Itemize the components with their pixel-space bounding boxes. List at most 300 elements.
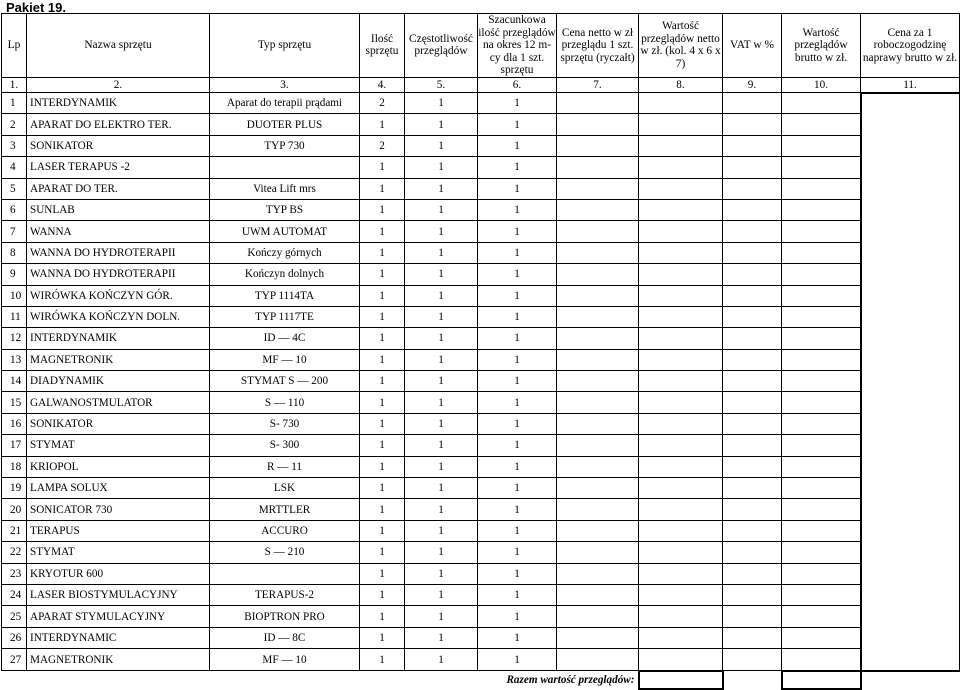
estimate-cell: 1 xyxy=(478,199,557,220)
repair-price-cell[interactable] xyxy=(861,542,960,563)
equipment-name-cell: GALWANOSTMULATOR xyxy=(27,392,210,413)
table-row xyxy=(2,221,960,242)
empty-entry-cell[interactable] xyxy=(639,285,723,306)
quantity-cell: 1 xyxy=(360,478,405,499)
empty-entry-cell[interactable] xyxy=(782,499,861,520)
repair-price-cell[interactable] xyxy=(861,435,960,456)
quantity-cell: 2 xyxy=(360,93,405,114)
empty-entry-cell[interactable] xyxy=(723,199,782,220)
empty-entry-cell[interactable] xyxy=(723,221,782,242)
column-header: Cena netto w zł przeglądu 1 szt. sprzętu (ryczałt) xyxy=(557,14,639,78)
lp-cell: 17 xyxy=(2,435,27,456)
empty-entry-cell[interactable] xyxy=(782,413,861,434)
lp-cell: 24 xyxy=(2,584,27,605)
empty-entry-cell[interactable] xyxy=(639,499,723,520)
empty-entry-cell[interactable] xyxy=(639,584,723,605)
empty-entry-cell[interactable] xyxy=(557,157,639,178)
estimate-cell: 1 xyxy=(478,542,557,563)
empty-entry-cell[interactable] xyxy=(782,135,861,156)
column-number: 6. xyxy=(478,77,557,93)
frequency-cell: 1 xyxy=(405,135,478,156)
lp-cell: 2 xyxy=(2,114,27,135)
empty-entry-cell[interactable] xyxy=(557,563,639,584)
table-row xyxy=(2,627,960,648)
quantity-cell: 1 xyxy=(360,242,405,263)
equipment-name-cell: SONIKATOR xyxy=(27,135,210,156)
empty-entry-cell[interactable] xyxy=(782,221,861,242)
equipment-name-cell: APARAT DO TER. xyxy=(27,178,210,199)
equipment-name-cell: STYMAT xyxy=(27,542,210,563)
repair-price-cell[interactable] xyxy=(861,584,960,605)
empty-entry-cell[interactable] xyxy=(557,392,639,413)
quantity-cell: 1 xyxy=(360,435,405,456)
equipment-name-cell: WANNA DO HYDROTERAPII xyxy=(27,264,210,285)
empty-entry-cell[interactable] xyxy=(723,371,782,392)
empty-entry-cell[interactable] xyxy=(557,306,639,327)
empty-entry-cell[interactable] xyxy=(782,328,861,349)
frequency-cell: 1 xyxy=(405,542,478,563)
equipment-type-cell: TYP BS xyxy=(210,199,360,220)
equipment-name-cell: DIADYNAMIK xyxy=(27,371,210,392)
frequency-cell: 1 xyxy=(405,306,478,327)
quantity-cell: 1 xyxy=(360,328,405,349)
equipment-type-cell: R — 11 xyxy=(210,456,360,477)
table-row xyxy=(2,93,960,114)
empty-entry-cell[interactable] xyxy=(557,413,639,434)
estimate-cell: 1 xyxy=(478,456,557,477)
empty-entry-cell[interactable] xyxy=(639,178,723,199)
empty-entry-cell[interactable] xyxy=(723,627,782,648)
empty-entry-cell[interactable] xyxy=(639,328,723,349)
empty-entry-cell[interactable] xyxy=(723,328,782,349)
repair-price-cell[interactable] xyxy=(861,264,960,285)
repair-price-cell[interactable] xyxy=(861,285,960,306)
empty-entry-cell[interactable] xyxy=(639,157,723,178)
repair-price-cell[interactable] xyxy=(861,627,960,648)
empty-entry-cell[interactable] xyxy=(639,478,723,499)
equipment-name-cell: WANNA DO HYDROTERAPII xyxy=(27,242,210,263)
estimate-cell: 1 xyxy=(478,392,557,413)
empty-entry-cell[interactable] xyxy=(557,199,639,220)
empty-entry-cell[interactable] xyxy=(782,371,861,392)
empty-entry-cell[interactable] xyxy=(557,328,639,349)
quantity-cell: 1 xyxy=(360,114,405,135)
empty-entry-cell[interactable] xyxy=(782,199,861,220)
estimate-cell: 1 xyxy=(478,649,557,671)
empty-entry-cell[interactable] xyxy=(782,584,861,605)
repair-price-cell[interactable] xyxy=(861,178,960,199)
quantity-cell: 1 xyxy=(360,563,405,584)
lp-cell: 15 xyxy=(2,392,27,413)
empty-entry-cell[interactable] xyxy=(557,264,639,285)
empty-entry-cell[interactable] xyxy=(782,627,861,648)
empty-entry-cell[interactable] xyxy=(557,499,639,520)
lp-cell: 4 xyxy=(2,157,27,178)
lp-cell: 22 xyxy=(2,542,27,563)
column-header: Typ sprzętu xyxy=(210,14,360,78)
empty-entry-cell[interactable] xyxy=(557,371,639,392)
equipment-name-cell: WIRÓWKA KOŃCZYN GÓR. xyxy=(27,285,210,306)
equipment-type-cell: TYP 1114TA xyxy=(210,285,360,306)
quantity-cell: 1 xyxy=(360,285,405,306)
estimate-cell: 1 xyxy=(478,285,557,306)
empty-entry-cell[interactable] xyxy=(723,157,782,178)
empty-entry-cell[interactable] xyxy=(782,178,861,199)
frequency-cell: 1 xyxy=(405,606,478,627)
empty-entry-cell[interactable] xyxy=(723,435,782,456)
estimate-cell: 1 xyxy=(478,349,557,370)
empty-entry-cell[interactable] xyxy=(639,435,723,456)
empty-entry-cell[interactable] xyxy=(723,478,782,499)
frequency-cell: 1 xyxy=(405,221,478,242)
empty-entry-cell[interactable] xyxy=(723,499,782,520)
empty-entry-cell[interactable] xyxy=(723,606,782,627)
lp-cell: 14 xyxy=(2,371,27,392)
lp-cell: 1 xyxy=(2,93,27,114)
empty-entry-cell[interactable] xyxy=(557,114,639,135)
estimate-cell: 1 xyxy=(478,135,557,156)
estimate-cell: 1 xyxy=(478,178,557,199)
empty-entry-cell[interactable] xyxy=(782,392,861,413)
empty-entry-cell[interactable] xyxy=(557,649,639,671)
estimate-cell: 1 xyxy=(478,606,557,627)
quantity-cell: 1 xyxy=(360,349,405,370)
quantity-cell: 1 xyxy=(360,456,405,477)
equipment-type-cell: LSK xyxy=(210,478,360,499)
column-number: 1. xyxy=(2,77,27,93)
empty-entry-cell[interactable] xyxy=(782,114,861,135)
equipment-type-cell: S- 730 xyxy=(210,413,360,434)
empty-entry-cell[interactable] xyxy=(782,157,861,178)
equipment-type-cell: S — 110 xyxy=(210,392,360,413)
frequency-cell: 1 xyxy=(405,584,478,605)
column-header: Szacunkowa ilość przeglądów na okres 12 m-cy dla 1 szt. sprzętu xyxy=(478,14,556,76)
equipment-name-cell: STYMAT xyxy=(27,435,210,456)
table-row xyxy=(2,606,960,627)
column-number: 8. xyxy=(639,77,723,93)
repair-price-cell[interactable] xyxy=(861,242,960,263)
empty-entry-cell[interactable] xyxy=(782,435,861,456)
equipment-name-cell: KRYOTUR 600 xyxy=(27,563,210,584)
lp-cell: 20 xyxy=(2,499,27,520)
equipment-type-cell: MF — 10 xyxy=(210,649,360,671)
empty-entry-cell[interactable] xyxy=(723,178,782,199)
column-header: Nazwa sprzętu xyxy=(27,14,210,78)
table-row xyxy=(2,563,960,584)
repair-price-cell[interactable] xyxy=(861,328,960,349)
empty-entry-cell[interactable] xyxy=(723,349,782,370)
column-number: 3. xyxy=(210,77,360,93)
empty-entry-cell[interactable] xyxy=(723,306,782,327)
table-row xyxy=(2,584,960,605)
repair-price-cell[interactable] xyxy=(861,392,960,413)
equipment-name-cell: APARAT STYMULACYJNY xyxy=(27,606,210,627)
empty-entry-cell[interactable] xyxy=(782,285,861,306)
empty-entry-cell[interactable] xyxy=(639,520,723,541)
repair-price-cell[interactable] xyxy=(861,499,960,520)
equipment-name-cell: LASER TERAPUS -2 xyxy=(27,157,210,178)
frequency-cell: 1 xyxy=(405,392,478,413)
empty-entry-cell[interactable] xyxy=(639,199,723,220)
frequency-cell: 1 xyxy=(405,264,478,285)
column-number: 2. xyxy=(27,77,210,93)
lp-cell: 27 xyxy=(2,649,27,671)
empty-entry-cell[interactable] xyxy=(557,584,639,605)
empty-entry-cell[interactable] xyxy=(639,306,723,327)
empty-entry-cell[interactable] xyxy=(557,93,639,114)
column-header: Częstotliwość przeglądów xyxy=(405,14,478,78)
empty-entry-cell[interactable] xyxy=(557,221,639,242)
repair-price-cell[interactable] xyxy=(861,349,960,370)
empty-entry-cell[interactable] xyxy=(723,242,782,263)
table-row xyxy=(2,413,960,434)
empty-entry-cell[interactable] xyxy=(557,606,639,627)
empty-entry-cell[interactable] xyxy=(639,371,723,392)
column-number: 4. xyxy=(360,77,405,93)
lp-cell: 26 xyxy=(2,627,27,648)
column-header: Cena za 1 roboczogodzinę naprawy brutto w zł. xyxy=(861,14,960,78)
empty-entry-cell[interactable] xyxy=(557,627,639,648)
estimate-cell: 1 xyxy=(478,478,557,499)
repair-price-cell[interactable] xyxy=(861,221,960,242)
table-row xyxy=(2,542,960,563)
lp-cell: 8 xyxy=(2,242,27,263)
table-row xyxy=(2,157,960,178)
equipment-name-cell: INTERDYNAMIC xyxy=(27,627,210,648)
equipment-type-cell xyxy=(210,157,360,178)
table-row xyxy=(2,349,960,370)
frequency-cell: 1 xyxy=(405,499,478,520)
equipment-type-cell: STYMAT S — 200 xyxy=(210,371,360,392)
quantity-cell: 1 xyxy=(360,606,405,627)
equipment-name-cell: MAGNETRONIK xyxy=(27,349,210,370)
empty-entry-cell[interactable] xyxy=(557,135,639,156)
equipment-type-cell: TYP 730 xyxy=(210,135,360,156)
estimate-cell: 1 xyxy=(478,328,557,349)
repair-price-cell[interactable] xyxy=(861,306,960,327)
table-row xyxy=(2,285,960,306)
empty-entry-cell[interactable] xyxy=(782,93,861,114)
repair-price-cell[interactable] xyxy=(861,478,960,499)
empty-entry-cell[interactable] xyxy=(639,542,723,563)
estimate-cell: 1 xyxy=(478,306,557,327)
empty-entry-cell[interactable] xyxy=(557,285,639,306)
empty-entry-cell[interactable] xyxy=(723,456,782,477)
quantity-cell: 1 xyxy=(360,584,405,605)
equipment-name-cell: LASER BIOSTYMULACYJNY xyxy=(27,584,210,605)
equipment-type-cell: UWM AUTOMAT xyxy=(210,221,360,242)
table-row xyxy=(2,328,960,349)
estimate-cell: 1 xyxy=(478,627,557,648)
quantity-cell: 1 xyxy=(360,627,405,648)
equipment-type-cell: Kończyn dolnych xyxy=(210,264,360,285)
repair-price-cell[interactable] xyxy=(861,606,960,627)
estimate-cell: 1 xyxy=(478,157,557,178)
repair-price-cell[interactable] xyxy=(861,371,960,392)
table-row xyxy=(2,114,960,135)
empty-entry-cell[interactable] xyxy=(639,264,723,285)
empty-entry-cell[interactable] xyxy=(782,306,861,327)
quantity-cell: 1 xyxy=(360,542,405,563)
repair-price-cell[interactable] xyxy=(861,135,960,156)
equipment-name-cell: SONICATOR 730 xyxy=(27,499,210,520)
frequency-cell: 1 xyxy=(405,285,478,306)
frequency-cell: 1 xyxy=(405,328,478,349)
quantity-cell: 1 xyxy=(360,520,405,541)
empty-entry-cell[interactable] xyxy=(639,135,723,156)
empty-entry-cell[interactable] xyxy=(639,413,723,434)
equipment-table xyxy=(1,13,960,690)
estimate-cell: 1 xyxy=(478,264,557,285)
summary-label: Razem wartość przeglądów: xyxy=(506,673,635,686)
estimate-cell: 1 xyxy=(478,221,557,242)
summary-row xyxy=(2,671,960,689)
empty-entry-cell[interactable] xyxy=(723,264,782,285)
frequency-cell: 1 xyxy=(405,199,478,220)
empty-entry-cell[interactable] xyxy=(723,649,782,671)
equipment-type-cell: Aparat do terapii prądami xyxy=(210,93,360,114)
lp-cell: 21 xyxy=(2,520,27,541)
empty-entry-cell[interactable] xyxy=(723,114,782,135)
empty-entry-cell[interactable] xyxy=(723,135,782,156)
repair-price-cell[interactable] xyxy=(861,93,960,114)
table-row xyxy=(2,242,960,263)
frequency-cell: 1 xyxy=(405,178,478,199)
column-header: VAT w % xyxy=(723,14,782,78)
empty-entry-cell[interactable] xyxy=(557,349,639,370)
table-row xyxy=(2,371,960,392)
empty-entry-cell[interactable] xyxy=(782,649,861,671)
quantity-cell: 1 xyxy=(360,413,405,434)
empty-entry-cell[interactable] xyxy=(639,349,723,370)
empty-entry-cell[interactable] xyxy=(557,242,639,263)
equipment-type-cell: TYP 1117TE xyxy=(210,306,360,327)
lp-cell: 19 xyxy=(2,478,27,499)
quantity-cell: 1 xyxy=(360,499,405,520)
lp-cell: 11 xyxy=(2,306,27,327)
lp-cell: 25 xyxy=(2,606,27,627)
repair-price-cell[interactable] xyxy=(861,413,960,434)
empty-entry-cell[interactable] xyxy=(639,563,723,584)
table-row xyxy=(2,435,960,456)
estimate-cell: 1 xyxy=(478,114,557,135)
frequency-cell: 1 xyxy=(405,649,478,671)
column-header: Wartość przeglądów netto w zł. (kol. 4 x 6 x 7) xyxy=(639,14,723,78)
equipment-type-cell: MRTTLER xyxy=(210,499,360,520)
table-row xyxy=(2,649,960,671)
estimate-cell: 1 xyxy=(478,413,557,434)
page-title: Pakiet 19. xyxy=(6,0,66,15)
empty-entry-cell[interactable] xyxy=(639,456,723,477)
empty-entry-cell[interactable] xyxy=(782,349,861,370)
repair-price-cell[interactable] xyxy=(861,456,960,477)
table-row xyxy=(2,306,960,327)
equipment-name-cell: APARAT DO ELEKTRO TER. xyxy=(27,114,210,135)
equipment-type-cell xyxy=(210,563,360,584)
summary-gap xyxy=(861,671,960,689)
repair-price-cell[interactable] xyxy=(861,157,960,178)
empty-entry-cell[interactable] xyxy=(782,478,861,499)
empty-entry-cell[interactable] xyxy=(782,242,861,263)
empty-entry-cell[interactable] xyxy=(782,563,861,584)
empty-entry-cell[interactable] xyxy=(639,93,723,114)
empty-entry-cell[interactable] xyxy=(723,542,782,563)
table-row xyxy=(2,264,960,285)
empty-entry-cell[interactable] xyxy=(723,520,782,541)
repair-price-cell[interactable] xyxy=(861,199,960,220)
column-number: 9. xyxy=(723,77,782,93)
empty-entry-cell[interactable] xyxy=(723,584,782,605)
table-row xyxy=(2,478,960,499)
empty-entry-cell[interactable] xyxy=(639,649,723,671)
estimate-cell: 1 xyxy=(478,499,557,520)
table-row xyxy=(2,520,960,541)
repair-price-cell[interactable] xyxy=(861,114,960,135)
empty-entry-cell[interactable] xyxy=(557,456,639,477)
frequency-cell: 1 xyxy=(405,242,478,263)
frequency-cell: 1 xyxy=(405,157,478,178)
column-header: Ilość sprzętu xyxy=(360,14,405,78)
equipment-type-cell: S- 300 xyxy=(210,435,360,456)
empty-entry-cell[interactable] xyxy=(557,178,639,199)
equipment-type-cell: ACCURO xyxy=(210,520,360,541)
repair-price-cell[interactable] xyxy=(861,520,960,541)
empty-entry-cell[interactable] xyxy=(723,563,782,584)
empty-entry-cell[interactable] xyxy=(639,242,723,263)
lp-cell: 23 xyxy=(2,563,27,584)
empty-entry-cell[interactable] xyxy=(723,285,782,306)
repair-price-cell[interactable] xyxy=(861,649,960,671)
equipment-name-cell: WIRÓWKA KOŃCZYN DOLN. xyxy=(27,306,210,327)
column-header: Lp xyxy=(2,14,27,78)
empty-entry-cell[interactable] xyxy=(782,264,861,285)
column-number-row xyxy=(2,77,960,93)
empty-entry-cell[interactable] xyxy=(557,478,639,499)
table-row xyxy=(2,178,960,199)
empty-entry-cell[interactable] xyxy=(639,114,723,135)
empty-entry-cell[interactable] xyxy=(782,520,861,541)
estimate-cell: 1 xyxy=(478,371,557,392)
repair-price-cell[interactable] xyxy=(861,563,960,584)
empty-entry-cell[interactable] xyxy=(723,93,782,114)
quantity-cell: 1 xyxy=(360,199,405,220)
empty-entry-cell[interactable] xyxy=(557,542,639,563)
empty-entry-cell[interactable] xyxy=(639,392,723,413)
empty-entry-cell[interactable] xyxy=(782,456,861,477)
estimate-cell: 1 xyxy=(478,93,557,114)
empty-entry-cell[interactable] xyxy=(557,520,639,541)
column-number: 10. xyxy=(782,77,861,93)
equipment-name-cell: WANNA xyxy=(27,221,210,242)
column-number: 11. xyxy=(861,77,960,93)
empty-entry-cell[interactable] xyxy=(723,413,782,434)
total-net-value-box[interactable] xyxy=(639,671,723,689)
equipment-type-cell: DUOTER PLUS xyxy=(210,114,360,135)
empty-entry-cell[interactable] xyxy=(782,542,861,563)
frequency-cell: 1 xyxy=(405,563,478,584)
empty-entry-cell[interactable] xyxy=(639,221,723,242)
empty-entry-cell[interactable] xyxy=(782,606,861,627)
column-number: 7. xyxy=(557,77,639,93)
total-gross-value-box[interactable] xyxy=(782,671,861,689)
equipment-type-cell: BIOPTRON PRO xyxy=(210,606,360,627)
empty-entry-cell[interactable] xyxy=(723,392,782,413)
table-row xyxy=(2,135,960,156)
empty-entry-cell[interactable] xyxy=(639,606,723,627)
frequency-cell: 1 xyxy=(405,520,478,541)
empty-entry-cell[interactable] xyxy=(557,435,639,456)
empty-entry-cell[interactable] xyxy=(639,627,723,648)
